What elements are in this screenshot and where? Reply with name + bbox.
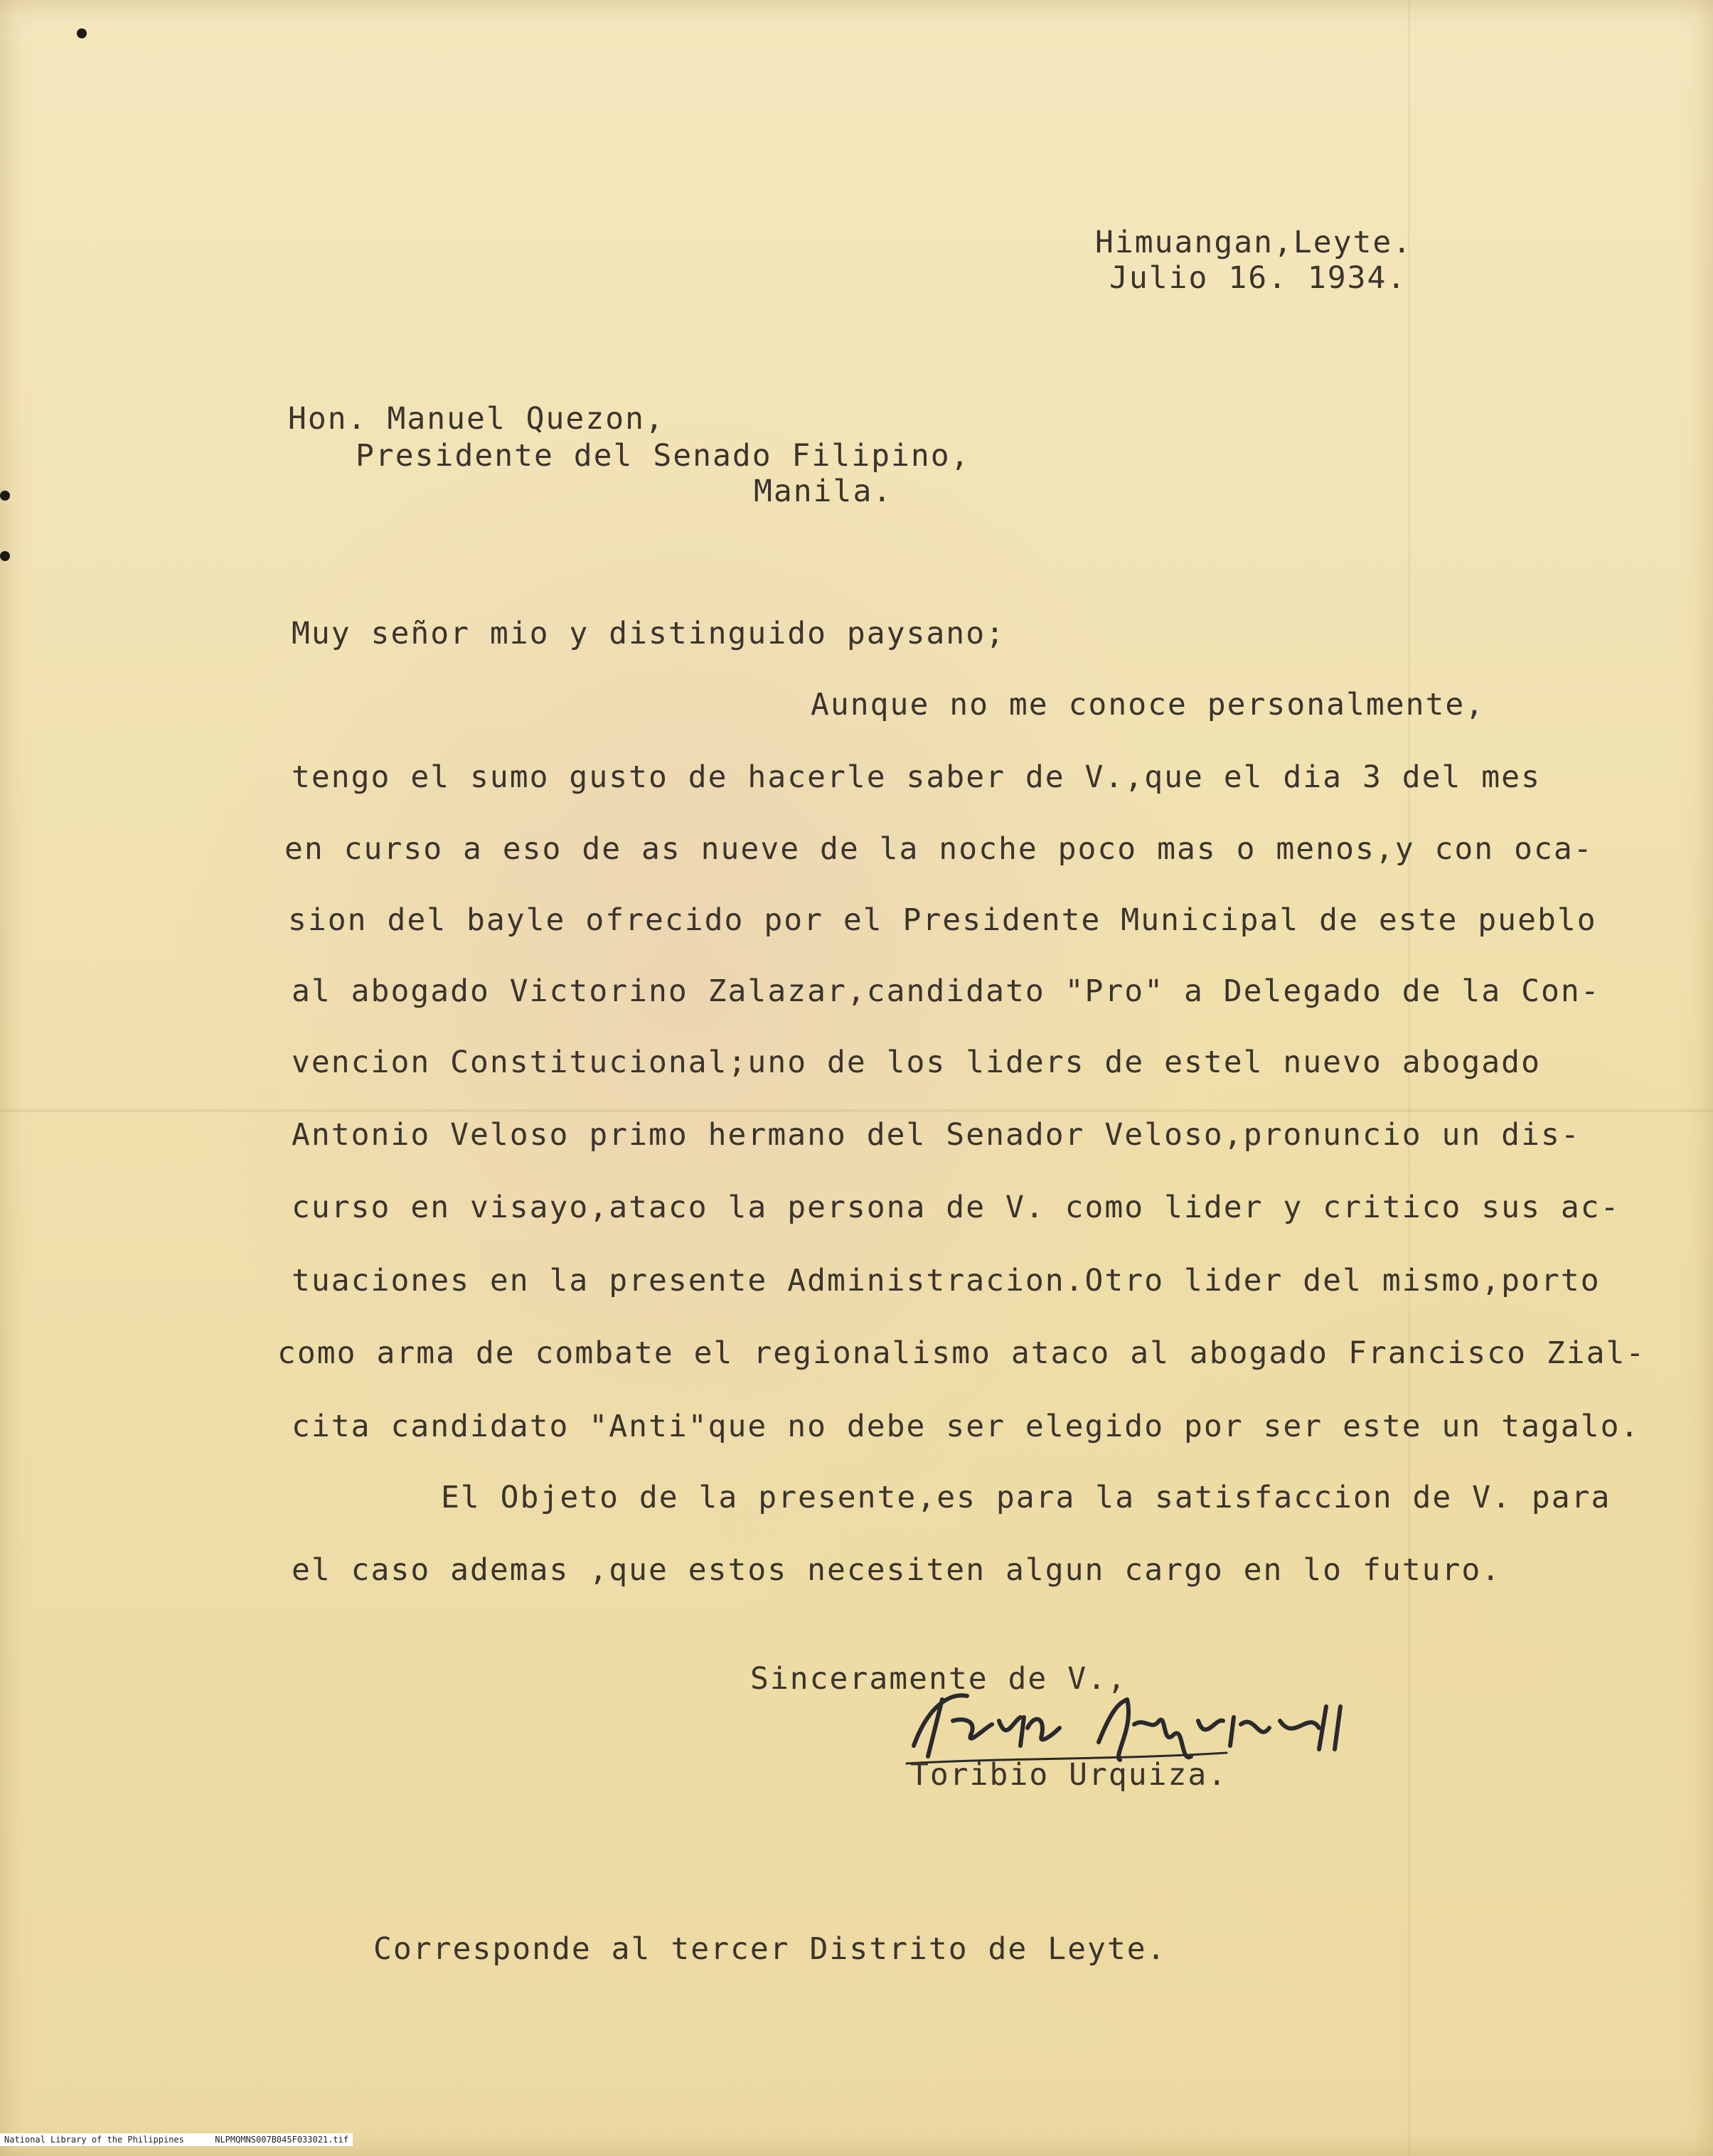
closing: Sinceramente de V., — [750, 1661, 1127, 1697]
body-line: tuaciones en la presente Administracion.Otro lider del mismo,porto — [292, 1263, 1601, 1298]
punch-hole — [0, 551, 10, 561]
body-line: El Objeto de la presente,es para la satisfaccion de V. para — [441, 1480, 1611, 1515]
body-line: Aunque no me conoce personalmente, — [811, 687, 1485, 722]
paper-fold — [0, 1109, 1713, 1112]
body-line: al abogado Victorino Zalazar,candidato "Pro" a Delegado de la Con- — [292, 973, 1601, 1009]
body-line: vencion Constitucional;uno de los liders de estel nuevo abogado — [292, 1045, 1541, 1080]
footer-library: National Library of the Philippines — [4, 2135, 184, 2145]
letter-place: Himuangan,Leyte. — [1095, 225, 1413, 260]
body-line: el caso ademas ,que estos necesiten algun cargo en lo futuro. — [292, 1552, 1502, 1588]
body-line: tengo el sumo gusto de hacerle saber de V.,que el dia 3 del mes — [292, 759, 1541, 795]
footer-file-id: NLPMQMNS007B045F033021.tif — [215, 2135, 349, 2145]
punch-hole — [0, 491, 10, 501]
body-line: como arma de combate el regionalismo ataco al abogado Francisco Zial- — [277, 1335, 1646, 1371]
punch-hole — [77, 28, 87, 38]
body-line: curso en visayo,ataco la persona de V. como lider y critico sus ac- — [292, 1190, 1621, 1225]
archive-footer — [0, 2133, 353, 2146]
salutation: Muy señor mio y distinguido paysano; — [292, 616, 1005, 651]
district-note: Corresponde al tercer Distrito de Leyte. — [373, 1931, 1167, 1967]
body-line: cita candidato "Anti"que no debe ser elegido por ser este un tagalo. — [292, 1409, 1640, 1444]
recipient-line-2: Presidente del Senado Filipino, — [356, 438, 971, 474]
body-line: Antonio Veloso primo hermano del Senador Veloso,pronuncio un dis- — [292, 1117, 1581, 1153]
signature-name: Toribio Urquiza. — [910, 1757, 1228, 1793]
body-line: sion del bayle ofrecido por el Presidente Municipal de este pueblo — [288, 902, 1597, 938]
recipient-line-1: Hon. Manuel Quezon, — [288, 401, 665, 437]
letter-date: Julio 16. 1934. — [1109, 260, 1407, 296]
recipient-line-3: Manila. — [754, 474, 893, 509]
body-line: en curso a eso de as nueve de la noche poco mas o menos,y con oca- — [284, 831, 1594, 867]
